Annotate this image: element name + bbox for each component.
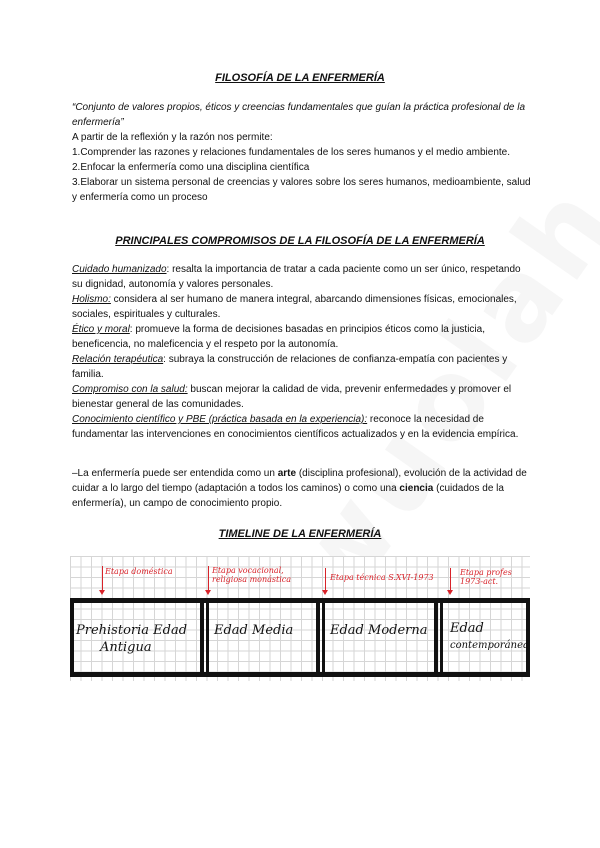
point-3: 3.Elaborar un sistema personal de creencias y valores sobre los seres humanos, medioambiente, salud y enfermería como un proceso — [72, 177, 531, 203]
section-title-commitments: PRINCIPALES COMPROMISOS DE LA FILOSOFÍA DE LA ENFERMERÍA — [115, 235, 485, 247]
divider — [440, 598, 443, 677]
commitment-item — [72, 412, 532, 442]
commitment-desc: considera al ser humano de manera integral, abarcando dimensiones físicas, emocionales, sociales, espirituales y culturales. — [72, 294, 517, 320]
arrowhead-icon — [447, 590, 453, 595]
closing-paragraph: –La enfermería puede ser entendida como un arte (disciplina profesional), evolución de la actividad de cuidar a lo largo del tiempo (adaptación a todos los caminos) o como una ciencia (cuidados de la enfermería), un campo de conocimiento propio. — [72, 468, 527, 509]
commitment-item — [72, 292, 532, 322]
commitment-desc: subraya la construcción de relaciones de confianza-empatía con pacientes y familia. — [72, 354, 508, 380]
section-title-timeline: TIMELINE DE LA ENFERMERÍA — [218, 528, 382, 540]
commitment-term: Ético y moral — [72, 324, 130, 335]
stage-label-vocacional: Etapa vocacional, religiosa monástica — [212, 566, 292, 584]
keyword-ciencia: ciencia — [399, 483, 434, 494]
divider — [322, 598, 325, 677]
page-title: FILOSOFÍA DE LA ENFERMERÍA — [215, 72, 385, 84]
commitment-item: Relación terapéutica: subraya la construcción de relaciones de confianza-empatía con pacientes y familia. — [72, 354, 508, 380]
commitment-desc: buscan mejorar la calidad de vida, prevenir enfermedades y promover el bienestar general de las comunidades. — [72, 384, 512, 410]
commitment-term: Conocimiento científico y PBE (práctica basada en la experiencia): — [72, 414, 368, 425]
commitments-list — [72, 262, 532, 442]
timeline-top-bar — [70, 598, 530, 603]
commitment-term: Compromiso con la salud: — [72, 384, 188, 395]
commitment-desc: promueve la forma de decisiones basadas en principios éticos como la justicia, beneficencia, no maleficencia y el respeto por la autonomía. — [72, 324, 485, 350]
divider — [200, 598, 204, 677]
commitment-desc: resalta la importancia de tratar a cada paciente como un ser único, respetando su dignidad, autonomía y valores personales. — [72, 264, 521, 290]
divider — [434, 598, 438, 677]
commitment-term: Relación terapéutica — [72, 354, 164, 365]
stage-label-domestica: Etapa doméstica — [105, 567, 173, 576]
divider — [316, 598, 320, 677]
stage-label-profesional: Etapa profes 1973-act. — [460, 568, 512, 586]
commitment-item — [72, 382, 532, 412]
intro-text: A partir de la reflexión y la razón nos permite: — [72, 132, 273, 143]
definition-quote: “Conjunto de valores propios, éticos y creencias fundamentales que guían la práctica profesional de la enfermería” — [72, 102, 526, 128]
commitment-item: Cuidado humanizado: resalta la importancia de tratar a cada paciente como un ser único, respetando su dignidad, autonomía y valores personales. — [72, 264, 521, 290]
keyword-arte: arte — [277, 468, 297, 479]
arrow-stage-2 — [208, 566, 209, 592]
timeline-diagram — [70, 556, 530, 681]
commitment-term: Holismo: — [72, 294, 111, 305]
philosophy-section — [72, 100, 532, 205]
timeline-bottom-bar — [70, 672, 530, 677]
arrowhead-icon — [205, 590, 211, 595]
point-2: 2.Enfocar la enfermería como una disciplina científica — [72, 162, 310, 173]
point-1: 1.Comprender las razones y relaciones fundamentales de los seres humanos y el medio ambiente. — [72, 147, 511, 158]
era-label-moderna: Edad Moderna — [330, 623, 428, 638]
divider — [206, 598, 209, 677]
arrowhead-icon — [99, 590, 105, 595]
era-label-antigua: Prehistoria Edad Antigua — [76, 623, 188, 655]
era-label-contemporanea: Edad contemporánea — [450, 621, 529, 651]
divider — [70, 598, 74, 677]
arrow-stage-1 — [102, 566, 103, 592]
arrow-stage-4 — [450, 568, 451, 592]
era-label-media: Edad Media — [214, 623, 294, 638]
stage-label-tecnica: Etapa técnica S.XVI-1973 — [330, 573, 434, 582]
commitment-desc: reconoce la necesidad de fundamentar las intervenciones en conocimientos científicos actualizados y en la evidencia empírica. — [72, 414, 519, 440]
arrowhead-icon — [322, 590, 328, 595]
commitment-item: Ético y moral: promueve la forma de decisiones basadas en principios éticos como la justicia, beneficencia, no maleficencia y el respeto por la autonomía. — [72, 324, 485, 350]
arrow-stage-3 — [325, 568, 326, 592]
commitment-term: Cuidado humanizado — [72, 264, 167, 275]
